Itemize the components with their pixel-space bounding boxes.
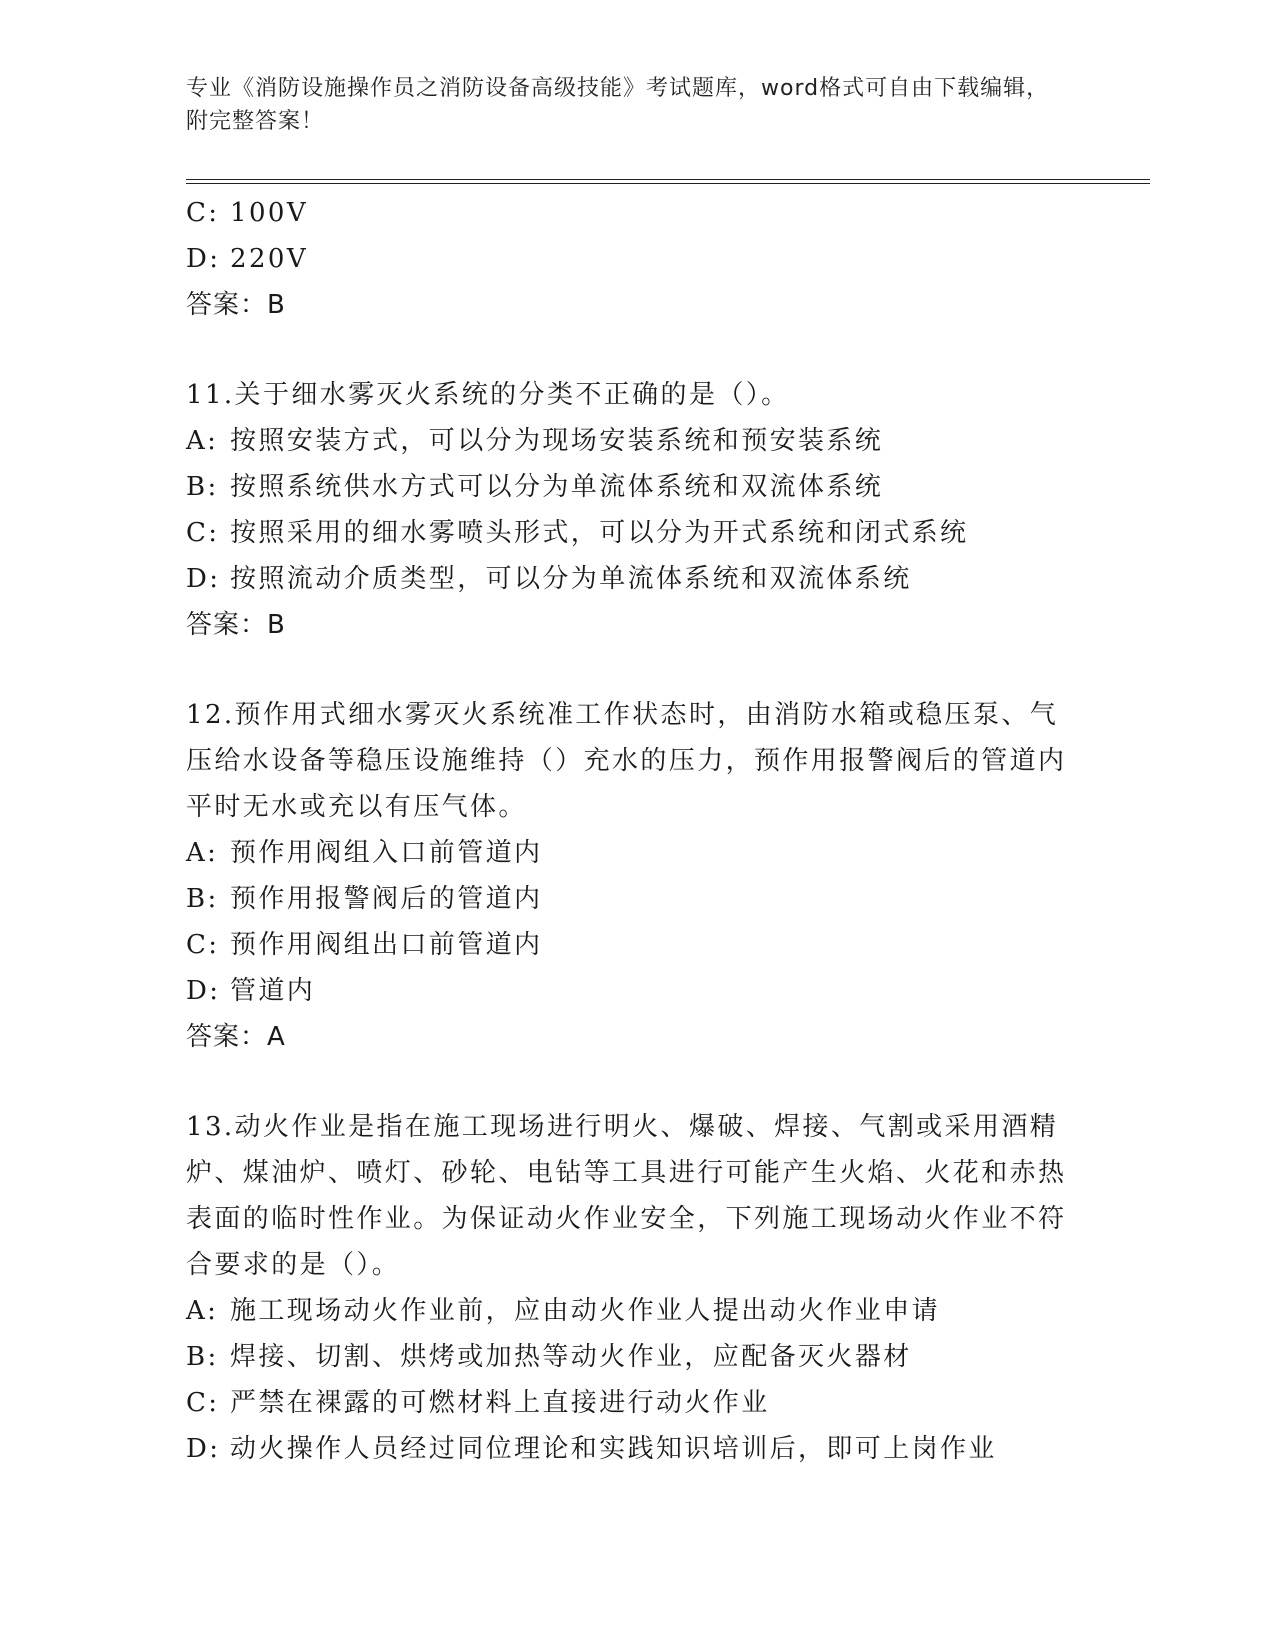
option-c	[186, 922, 1086, 968]
option-text: 100V	[230, 198, 309, 228]
option-d	[186, 968, 1086, 1014]
question-13	[186, 1104, 1086, 1472]
answer-line: 答案：B	[186, 610, 286, 640]
option-label: C:	[186, 930, 220, 960]
question-12	[186, 692, 1086, 1060]
question-stem: 13.动火作业是指在施工现场进行明火、爆破、焊接、气割或采用酒精炉、煤油炉、喷灯、砂轮、电钻等工具进行可能产生火焰、火花和赤热表面的临时性作业。为保证动火作业安全，下列施工现场动火作业不符合要求的是（）。	[186, 1112, 1067, 1280]
option-b	[186, 876, 1086, 922]
option-text: 220V	[230, 244, 309, 274]
option-label: D:	[186, 564, 221, 594]
option-c	[186, 190, 1086, 236]
option-text: 按照采用的细水雾喷头形式，可以分为开式系统和闭式系统	[230, 518, 969, 548]
option-label: B:	[186, 1342, 219, 1372]
option-d	[186, 556, 1086, 602]
option-text: 施工现场动火作业前，应由动火作业人提出动火作业申请	[230, 1296, 941, 1326]
option-c	[186, 1380, 1086, 1426]
option-label: C:	[186, 518, 220, 548]
answer-line: 答案：A	[186, 1022, 286, 1052]
previous-question-tail	[186, 190, 1086, 328]
option-text: 按照系统供水方式可以分为单流体系统和双流体系统	[230, 472, 884, 502]
option-a	[186, 1288, 1086, 1334]
option-label: A:	[186, 426, 219, 456]
option-text: 预作用阀组出口前管道内	[230, 930, 543, 960]
page-header: 专业《消防设施操作员之消防设备高级技能》考试题库，word格式可自由下载编辑，附完整答案！	[186, 76, 1050, 134]
option-label: A:	[186, 838, 219, 868]
option-d	[186, 1426, 1086, 1472]
option-text: 预作用报警阀后的管道内	[230, 884, 543, 914]
option-text: 严禁在裸露的可燃材料上直接进行动火作业	[230, 1388, 770, 1418]
option-d	[186, 236, 1086, 282]
header-rule-bottom	[186, 183, 1150, 184]
option-a	[186, 830, 1086, 876]
option-b	[186, 1334, 1086, 1380]
option-label: C:	[186, 1388, 220, 1418]
question-stem: 12.预作用式细水雾灭火系统准工作状态时，由消防水箱或稳压泵、气压给水设备等稳压设施维持（）充水的压力，预作用报警阀后的管道内平时无水或充以有压气体。	[186, 700, 1067, 822]
option-label: C:	[186, 198, 220, 228]
option-text: 按照流动介质类型，可以分为单流体系统和双流体系统	[230, 564, 912, 594]
option-text: 预作用阀组入口前管道内	[230, 838, 543, 868]
option-text: 按照安装方式，可以分为现场安装系统和预安装系统	[230, 426, 884, 456]
question-stem: 11.关于细水雾灭火系统的分类不正确的是（）。	[186, 380, 790, 410]
option-text: 动火操作人员经过同位理论和实践知识培训后，即可上岗作业	[230, 1434, 997, 1464]
option-b	[186, 464, 1086, 510]
option-label: B:	[186, 472, 219, 502]
option-label: A:	[186, 1296, 219, 1326]
option-label: D:	[186, 244, 221, 274]
option-a	[186, 418, 1086, 464]
option-c	[186, 510, 1086, 556]
answer-line: 答案：B	[186, 290, 286, 320]
spacer	[186, 1060, 1086, 1104]
option-text: 管道内	[230, 976, 316, 1006]
spacer	[186, 648, 1086, 692]
question-11	[186, 372, 1086, 648]
option-label: D:	[186, 1434, 221, 1464]
header-rule-top	[186, 179, 1150, 180]
option-label: B:	[186, 884, 219, 914]
option-label: D:	[186, 976, 221, 1006]
spacer	[186, 328, 1086, 372]
question-content	[186, 190, 1086, 1472]
option-text: 焊接、切割、烘烤或加热等动火作业，应配备灭火器材	[230, 1342, 912, 1372]
